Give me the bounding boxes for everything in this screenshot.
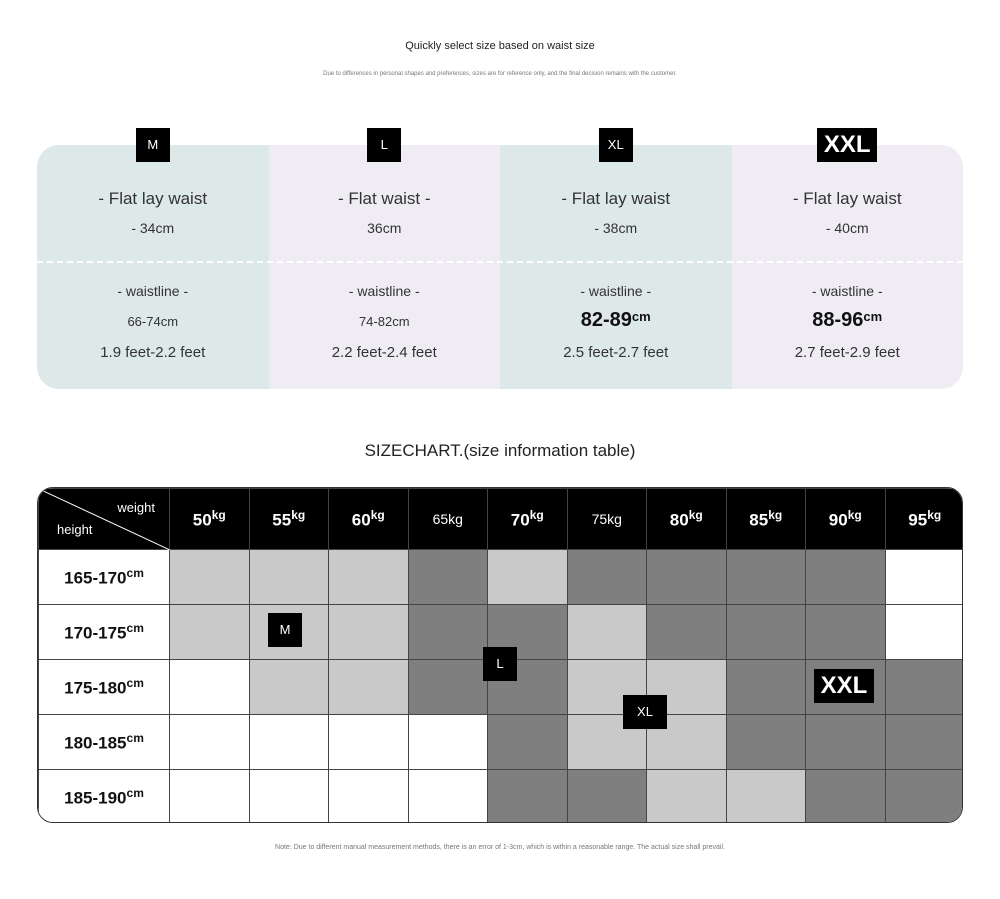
weight-header (408, 489, 488, 550)
weight-unit: kg (688, 507, 703, 522)
flat-label: - Flat lay waist (98, 189, 208, 208)
waist-size-panel (37, 145, 963, 389)
grid-cell (806, 770, 886, 824)
weight-value: 55 (272, 510, 292, 530)
size-badge-m: M (136, 128, 170, 162)
grid-cell (249, 715, 329, 770)
weight-header (726, 489, 806, 550)
height-unit: cm (126, 565, 144, 580)
chart-size-tag-xxl: XXL (814, 669, 874, 703)
page-subtitle: Due to differences in personal shapes and preferences, sizes are for reference only, and the final decision remains with the customer. (323, 71, 677, 77)
waistline-range-value: 88-96 (812, 309, 864, 331)
waistline-range-unit: cm (863, 309, 883, 324)
grid-cell (488, 715, 568, 770)
waistline-range: 66-74cm (127, 314, 179, 329)
table-row (39, 550, 964, 605)
grid-cell (329, 550, 409, 605)
weight-unit: kg (370, 507, 385, 522)
footer-note: Note: Due to different manual measurement methods, there is an error of 1-3cm, which is within a reasonable range. The actual size shall prevail. (275, 844, 725, 851)
weight-value: 65kg (432, 511, 463, 527)
height-header (39, 660, 170, 715)
waistline-feet: 2.2 feet-2.4 feet (331, 344, 437, 361)
weight-value: 70 (510, 510, 530, 530)
weight-value: 90 (828, 510, 848, 530)
weight-value: 50 (192, 510, 212, 530)
weight-value: 95 (908, 510, 928, 530)
grid-cell (408, 715, 488, 770)
grid-cell (488, 770, 568, 824)
height-header (39, 605, 170, 660)
waistline-range (500, 309, 732, 332)
grid-cell (170, 770, 250, 824)
page-title: Quickly select size based on waist size (405, 40, 595, 52)
grid-cell (567, 605, 647, 660)
flat-value: - 40cm (825, 220, 869, 236)
size-badge-l: L (367, 128, 401, 162)
weight-unit: kg (768, 507, 783, 522)
grid-cell (408, 605, 488, 660)
grid-cell (726, 660, 806, 715)
size-badge-xxl: XXL (817, 128, 877, 162)
weight-header (647, 489, 727, 550)
grid-cell (806, 550, 886, 605)
grid-cell (249, 660, 329, 715)
grid-cell (329, 660, 409, 715)
corner-cell (39, 489, 170, 550)
dashed-divider (37, 261, 963, 263)
size-badge-xl: XL (599, 128, 633, 162)
height-value: 180-185 (64, 733, 127, 753)
flat-value: - 34cm (131, 220, 175, 236)
grid-cell (726, 550, 806, 605)
size-column-xxl (732, 145, 964, 389)
grid-cell (170, 715, 250, 770)
grid-cell (329, 770, 409, 824)
grid-cell (170, 550, 250, 605)
weight-header (806, 489, 886, 550)
waistline-feet: 1.9 feet-2.2 feet (100, 344, 206, 361)
waistline-label: - waistline - (117, 283, 189, 299)
grid-cell (885, 715, 963, 770)
weight-value: 75kg (591, 511, 622, 527)
flat-label: - Flat waist - (337, 189, 431, 208)
waistline-label: - waistline - (580, 283, 652, 299)
weight-header (488, 489, 568, 550)
height-value: 175-180 (64, 678, 127, 698)
weight-value: 60 (351, 510, 371, 530)
weight-unit: kg (847, 507, 862, 522)
weight-unit: kg (927, 507, 942, 522)
flat-label: - Flat lay waist (561, 189, 671, 208)
height-unit: cm (126, 785, 144, 800)
weight-header (249, 489, 329, 550)
grid-cell (329, 605, 409, 660)
height-value: 185-190 (64, 788, 127, 808)
waistline-feet: 2.7 feet-2.9 feet (794, 344, 900, 361)
grid-cell (647, 605, 727, 660)
grid-cell (726, 605, 806, 660)
weight-header-row (39, 489, 964, 550)
weight-value: 80 (669, 510, 689, 530)
height-value: 170-175 (64, 623, 127, 643)
grid-cell (647, 550, 727, 605)
weight-header (329, 489, 409, 550)
flat-label: - Flat lay waist (792, 189, 902, 208)
height-header (39, 770, 170, 824)
height-unit: cm (126, 620, 144, 635)
corner-diagonal-line (39, 489, 170, 550)
weight-header (885, 489, 963, 550)
height-unit: cm (126, 675, 144, 690)
height-header (39, 715, 170, 770)
height-unit: cm (126, 730, 144, 745)
weight-unit: kg (291, 507, 306, 522)
waistline-range (732, 309, 964, 332)
grid-cell (806, 715, 886, 770)
grid-cell (408, 770, 488, 824)
grid-cell (647, 770, 727, 824)
grid-cell (885, 550, 963, 605)
grid-cell (885, 660, 963, 715)
chart-size-tag-l: L (483, 647, 517, 681)
size-badges (37, 128, 963, 162)
weight-header (567, 489, 647, 550)
grid-cell (726, 715, 806, 770)
waistline-range-unit: cm (631, 309, 651, 324)
grid-cell (408, 660, 488, 715)
grid-cell (726, 770, 806, 824)
grid-cell (170, 605, 250, 660)
waistline-range: 74-82cm (358, 314, 410, 329)
size-column-xl (500, 145, 732, 389)
grid-cell (249, 550, 329, 605)
weight-unit: kg (529, 507, 544, 522)
grid-cell (329, 715, 409, 770)
waistline-range-value: 82-89 (580, 309, 632, 331)
corner-height-label: height (57, 522, 93, 537)
grid-cell (249, 770, 329, 824)
corner-weight-label: weight (117, 500, 155, 515)
weight-value: 85 (749, 510, 769, 530)
size-column-m (37, 145, 269, 389)
flat-value: - 38cm (594, 220, 638, 236)
table-row (39, 770, 964, 824)
grid-cell (408, 550, 488, 605)
waistline-label: - waistline - (348, 283, 420, 299)
chart-size-tag-m: M (268, 613, 302, 647)
grid-cell (885, 605, 963, 660)
weight-unit: kg (211, 507, 226, 522)
size-chart-title: SIZECHART.(size information table) (364, 441, 636, 460)
grid-cell (806, 605, 886, 660)
size-column-l (269, 145, 501, 389)
grid-cell (488, 550, 568, 605)
grid-cell (567, 550, 647, 605)
height-header (39, 550, 170, 605)
waistline-label: - waistline - (811, 283, 883, 299)
chart-size-tag-xl: XL (623, 695, 667, 729)
table-row (39, 715, 964, 770)
height-value: 165-170 (64, 568, 127, 588)
weight-header (170, 489, 250, 550)
grid-cell (885, 770, 963, 824)
grid-cell (170, 660, 250, 715)
grid-cell (567, 770, 647, 824)
flat-value: 36cm (367, 220, 402, 236)
waistline-feet: 2.5 feet-2.7 feet (563, 344, 669, 361)
